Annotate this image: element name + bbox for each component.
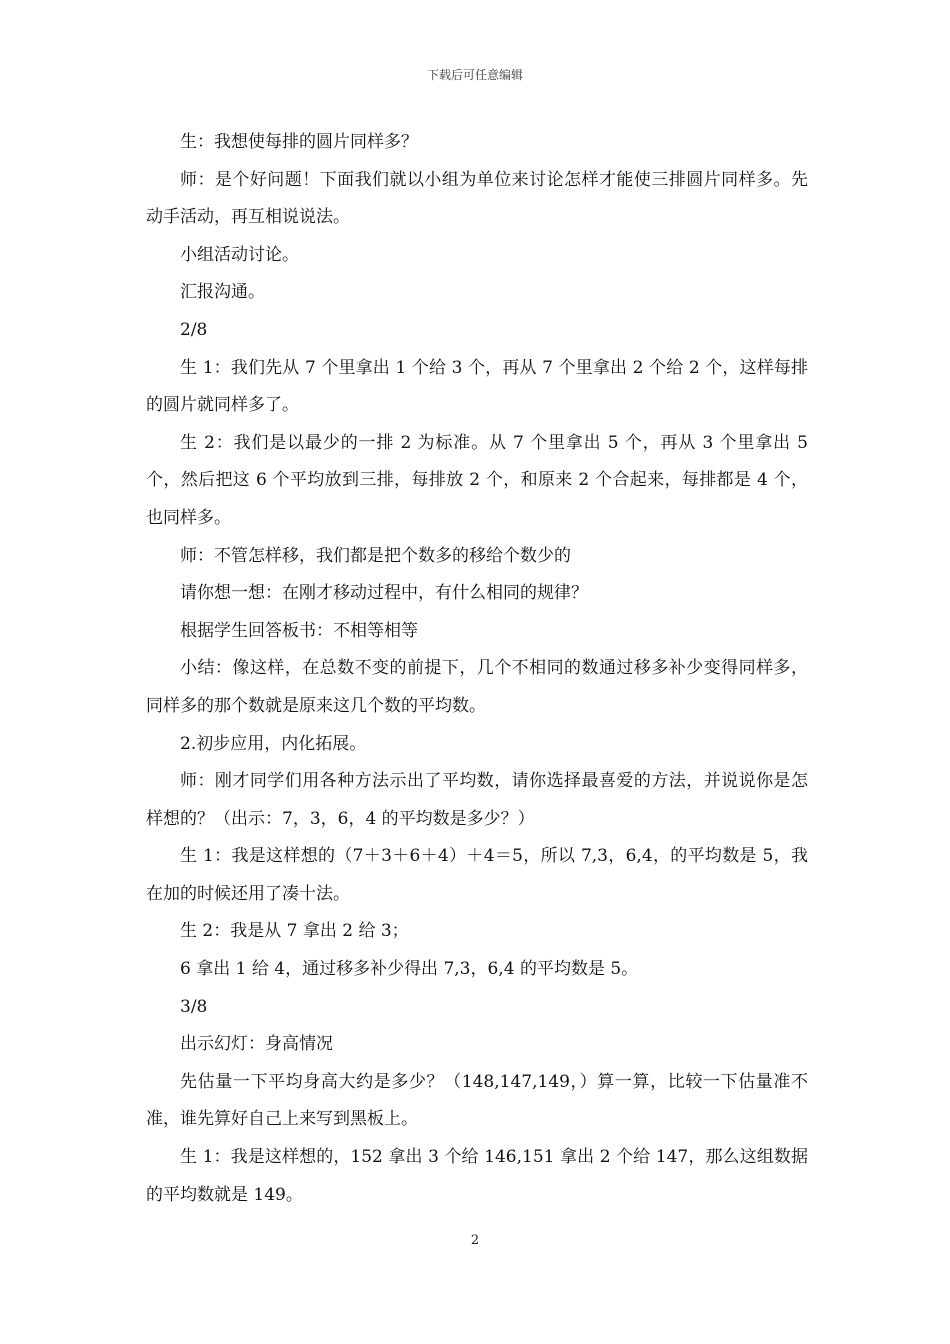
paragraph: 小结：像这样，在总数不变的前提下，几个不相同的数通过移多补少变得同样多，同样多的那个数就是原来这几个数的平均数。	[146, 658, 808, 716]
paragraph: 2/8	[180, 319, 208, 340]
paragraph: 2.初步应用，内化拓展。	[180, 733, 367, 754]
paragraph: 生 2：我们是以最少的一排 2 为标准。从 7 个里拿出 5 个，再从 3 个里拿出 5 个，然后把这 6 个平均放到三排，每排放 2 个，和原来 2 个合起来，每排都是 4 个，也同样多。	[146, 432, 808, 528]
paragraph: 请你想一想：在刚才移动过程中，有什么相同的规律？	[180, 583, 588, 604]
paragraph: 汇报沟通。	[180, 282, 265, 303]
paragraph: 生 1：我是这样想的，152 拿出 3 个给 146,151 拿出 2 个给 147，那么这组数据的平均数就是 149。	[146, 1147, 808, 1205]
page-header: 下载后可任意编辑	[426, 68, 523, 82]
paragraph: 生 2：我是从 7 拿出 2 给 3；	[180, 921, 409, 942]
paragraph: 出示幻灯：身高情况	[180, 1034, 333, 1055]
paragraph: 师：刚才同学们用各种方法示出了平均数，请你选择最喜爱的方法，并说说你是怎样想的？（出示：7，3，6，4 的平均数是多少？）	[146, 771, 808, 829]
paragraph: 生：我想使每排的圆片同样多？	[180, 132, 418, 152]
page-number: 2	[470, 1233, 480, 1248]
paragraph: 6 拿出 1 给 4，通过移多补少得出 7,3，6,4 的平均数是 5。	[180, 959, 639, 980]
paragraph: 根据学生回答板书：不相等相等	[180, 620, 418, 641]
document-body	[146, 124, 808, 1214]
paragraph: 师：是个好问题！下面我们就以小组为单位来讨论怎样才能使三排圆片同样多。先动手活动，再互相说说法。	[146, 169, 808, 228]
paragraph: 先估量一下平均身高大约是多少？（148,147,149，）算一算，比较一下估量准不准，谁先算好自己上来写到黑板上。	[146, 1071, 808, 1130]
paragraph: 3/8	[180, 996, 208, 1017]
paragraph: 师：不管怎样移，我们都是把个数多的移给个数少的	[180, 545, 571, 566]
paragraph: 生 1：我是这样想的（7＋3＋6＋4）＋4＝5，所以 7,3，6,4，的平均数是 5，我在加的时候还用了凑十法。	[146, 846, 808, 904]
paragraph: 生 1：我们先从 7 个里拿出 1 个给 3 个，再从 7 个里拿出 2 个给 2 个，这样每排的圆片就同样多了。	[146, 357, 808, 416]
paragraph: 小组活动讨论。	[180, 244, 299, 265]
